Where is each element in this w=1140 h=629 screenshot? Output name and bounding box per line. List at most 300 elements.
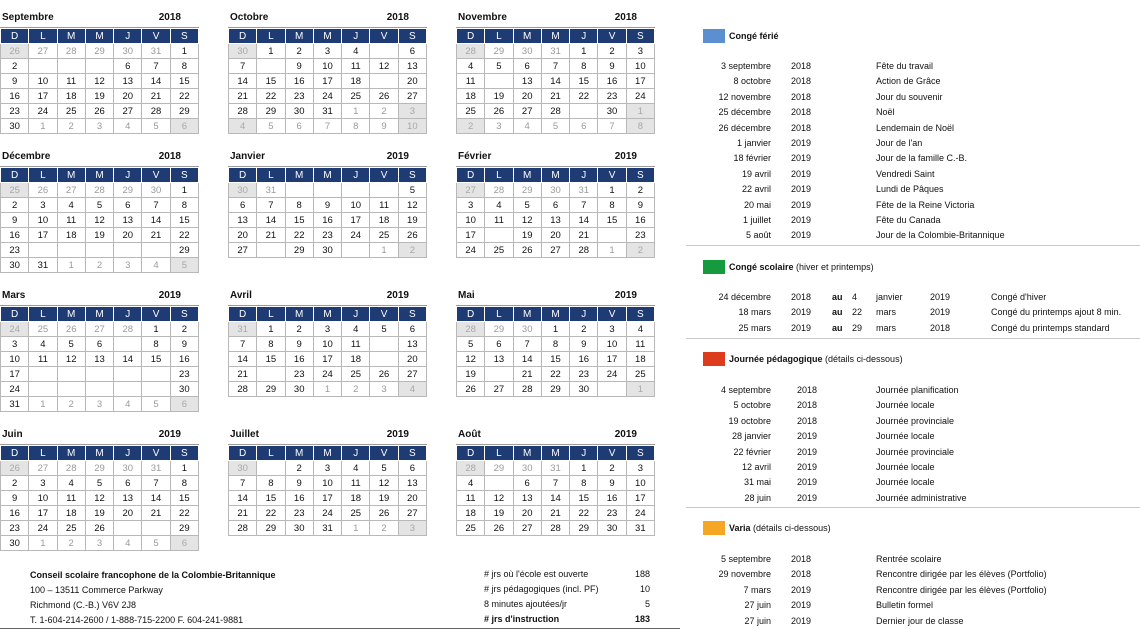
weekday-header: D bbox=[1, 168, 29, 183]
adjacent-day-cell: 30 bbox=[541, 183, 569, 198]
adjacent-day-cell: 28 bbox=[57, 461, 85, 476]
day-cell: 10 bbox=[1, 352, 29, 367]
legend-swatch-ferie bbox=[703, 29, 725, 43]
day-cell: 6 bbox=[398, 322, 426, 337]
day-cell: 11 bbox=[342, 59, 370, 74]
month-year: 2019 bbox=[158, 290, 181, 301]
legend-varia-cell: 5 septembre bbox=[720, 554, 771, 564]
day-cell: 3 bbox=[313, 461, 341, 476]
day-cell: 8 bbox=[541, 337, 569, 352]
day-cell: 24 bbox=[29, 243, 57, 258]
adjacent-day-cell: 5 bbox=[142, 119, 170, 134]
month-name: Janvier bbox=[230, 151, 266, 162]
day-cell: 22 bbox=[570, 89, 598, 104]
day-cell: 8 bbox=[142, 337, 170, 352]
day-cell: 24 bbox=[29, 521, 57, 536]
day-cell: 15 bbox=[598, 213, 626, 228]
adjacent-day-cell: 3 bbox=[85, 119, 113, 134]
day-cell: 16 bbox=[285, 352, 313, 367]
day-cell: 30 bbox=[285, 382, 313, 397]
day-cell: 14 bbox=[541, 491, 569, 506]
day-cell: 7 bbox=[229, 59, 257, 74]
day-cell: 25 bbox=[57, 243, 85, 258]
legend-scolaire-cell: 29 bbox=[852, 322, 863, 333]
legend-pedago-cell: 28 janvier bbox=[731, 431, 771, 442]
month-name: Avril bbox=[230, 290, 252, 301]
legend-scolaire-cell: 18 mars bbox=[738, 307, 771, 318]
weekday-header: M bbox=[57, 307, 85, 322]
day-cell: 31 bbox=[598, 382, 626, 397]
day-cell: 12 bbox=[370, 476, 398, 491]
weekday-header: M bbox=[541, 307, 569, 322]
day-cell: 1 bbox=[285, 183, 313, 198]
day-cell: 16 bbox=[626, 213, 654, 228]
day-cell: 6 bbox=[485, 337, 513, 352]
month-header bbox=[0, 288, 199, 306]
month-name: Février bbox=[458, 151, 492, 162]
weekday-header: S bbox=[626, 446, 654, 461]
day-cell: 5 bbox=[85, 59, 113, 74]
legend-scolaire-cell: mars bbox=[876, 307, 896, 318]
legend-ferie-cell: 3 septembre bbox=[720, 61, 771, 71]
legend-varia-cell: Dernier jour de classe bbox=[876, 615, 964, 626]
month-name: Novembre bbox=[458, 12, 507, 23]
month-name: Juin bbox=[2, 429, 23, 440]
day-cell: 7 bbox=[570, 198, 598, 213]
weekday-header: M bbox=[285, 168, 313, 183]
day-cell: 15 bbox=[570, 74, 598, 89]
day-cell: 4 bbox=[485, 198, 513, 213]
day-cell: 4 bbox=[457, 476, 485, 491]
day-cell: 15 bbox=[570, 491, 598, 506]
day-cell: 26 bbox=[85, 104, 113, 119]
adjacent-day-cell: 4 bbox=[114, 119, 142, 134]
adjacent-day-cell: 31 bbox=[142, 44, 170, 59]
day-cell: 1 bbox=[170, 44, 198, 59]
legend-ferie-cell: 2019 bbox=[791, 168, 812, 179]
day-cell: 2 bbox=[1, 198, 29, 213]
adjacent-day-cell: 26 bbox=[57, 322, 85, 337]
day-cell: 24 bbox=[598, 367, 626, 382]
day-cell: 4 bbox=[342, 44, 370, 59]
day-cell: 18 bbox=[342, 491, 370, 506]
legend-scolaire-cell: 2018 bbox=[791, 292, 812, 302]
day-cell: 22 bbox=[142, 367, 170, 382]
adjacent-day-cell: 31 bbox=[142, 461, 170, 476]
weekday-header: V bbox=[370, 446, 398, 461]
day-cell: 22 bbox=[257, 506, 285, 521]
adjacent-day-cell: 27 bbox=[457, 183, 485, 198]
day-cell: 8 bbox=[170, 198, 198, 213]
month-name: Mars bbox=[2, 290, 26, 301]
day-cell: 17 bbox=[342, 213, 370, 228]
weekday-header: J bbox=[114, 168, 142, 183]
weekday-header: L bbox=[257, 29, 285, 44]
day-cell: 9 bbox=[313, 198, 341, 213]
legend-varia-cell: 2019 bbox=[791, 600, 812, 611]
weekday-header: J bbox=[570, 168, 598, 183]
day-cell: 16 bbox=[570, 352, 598, 367]
weekday-header: L bbox=[29, 446, 57, 461]
day-cell: 9 bbox=[1, 491, 29, 506]
adjacent-day-cell: 1 bbox=[29, 536, 57, 551]
adjacent-day-cell: 26 bbox=[29, 183, 57, 198]
legend-title-ferie: Congé férié bbox=[729, 31, 779, 41]
adjacent-day-cell: 29 bbox=[114, 183, 142, 198]
month-year: 2019 bbox=[614, 151, 637, 162]
weekday-header: D bbox=[457, 29, 485, 44]
footer-address-line2: Richmond (C.-B.) V6V 2J8 bbox=[30, 600, 137, 610]
day-cell: 17 bbox=[313, 74, 341, 89]
day-cell: 28 bbox=[142, 243, 170, 258]
day-cell: 25 bbox=[57, 521, 85, 536]
day-cell: 25 bbox=[29, 382, 57, 397]
month-février bbox=[456, 149, 655, 258]
day-cell: 1 bbox=[142, 322, 170, 337]
adjacent-day-cell: 29 bbox=[485, 322, 513, 337]
day-cell: 9 bbox=[570, 337, 598, 352]
legend-ferie-cell: Jour de la Colombie-Britannique bbox=[876, 230, 1005, 241]
weekday-header: J bbox=[342, 307, 370, 322]
stat-value: 10 bbox=[639, 584, 650, 594]
legend-scolaire-cell: 25 mars bbox=[738, 322, 771, 333]
adjacent-day-cell: 3 bbox=[398, 521, 426, 536]
day-cell: 12 bbox=[370, 59, 398, 74]
day-cell: 6 bbox=[398, 44, 426, 59]
day-cell: 18 bbox=[57, 506, 85, 521]
weekday-header: M bbox=[541, 168, 569, 183]
day-cell: 30 bbox=[285, 104, 313, 119]
day-cell: 3 bbox=[29, 198, 57, 213]
day-cell: 12 bbox=[485, 74, 513, 89]
adjacent-day-cell: 25 bbox=[1, 183, 29, 198]
legend-varia-cell: Bulletin formel bbox=[876, 600, 934, 611]
weekday-header: S bbox=[626, 307, 654, 322]
weekday-header: J bbox=[114, 29, 142, 44]
day-cell: 11 bbox=[485, 213, 513, 228]
month-header bbox=[456, 427, 655, 445]
legend-pedago-cell: 2019 bbox=[797, 446, 818, 457]
weekday-header: L bbox=[485, 446, 513, 461]
day-cell: 6 bbox=[513, 476, 541, 491]
month-name: Octobre bbox=[230, 12, 269, 23]
day-cell: 9 bbox=[285, 337, 313, 352]
legend-pedago-cell: 5 octobre bbox=[733, 400, 771, 411]
adjacent-day-cell: 28 bbox=[485, 183, 513, 198]
day-cell: 8 bbox=[170, 476, 198, 491]
day-cell: 21 bbox=[142, 228, 170, 243]
legend-subtitle: (détails ci-dessous) bbox=[753, 523, 831, 533]
day-cell: 11 bbox=[57, 74, 85, 89]
day-cell: 17 bbox=[29, 228, 57, 243]
legend-scolaire-cell: 4 bbox=[852, 292, 858, 302]
legend-ferie-cell: 2018 bbox=[791, 122, 812, 133]
day-cell: 20 bbox=[229, 228, 257, 243]
day-cell: 19 bbox=[370, 74, 398, 89]
day-cell: 10 bbox=[626, 476, 654, 491]
divider bbox=[686, 338, 1140, 339]
day-cell: 25 bbox=[457, 104, 485, 119]
day-cell: 31 bbox=[313, 104, 341, 119]
day-cell: 26 bbox=[485, 521, 513, 536]
day-cell: 9 bbox=[285, 476, 313, 491]
legend-ferie-cell: 2018 bbox=[791, 91, 812, 102]
adjacent-day-cell: 28 bbox=[114, 322, 142, 337]
day-cell: 20 bbox=[513, 89, 541, 104]
adjacent-day-cell: 3 bbox=[85, 397, 113, 412]
day-cell: 13 bbox=[485, 352, 513, 367]
month-year: 2019 bbox=[386, 429, 409, 440]
legend-ferie-cell: 2018 bbox=[791, 107, 812, 118]
day-cell: 26 bbox=[370, 367, 398, 382]
legend-pedago-cell: Journée locale bbox=[876, 477, 935, 488]
day-cell: 18 bbox=[370, 213, 398, 228]
legend-ferie-cell: 25 décembre bbox=[718, 107, 771, 118]
day-cell: 13 bbox=[398, 337, 426, 352]
day-cell: 23 bbox=[626, 228, 654, 243]
weekday-header: V bbox=[142, 446, 170, 461]
day-cell: 7 bbox=[229, 476, 257, 491]
day-cell: 7 bbox=[541, 59, 569, 74]
day-cell: 13 bbox=[513, 491, 541, 506]
day-cell: 11 bbox=[457, 74, 485, 89]
day-cell: 22 bbox=[170, 89, 198, 104]
day-cell: 7 bbox=[229, 337, 257, 352]
day-cell: 25 bbox=[626, 367, 654, 382]
adjacent-day-cell: 30 bbox=[142, 183, 170, 198]
month-name: Septembre bbox=[2, 12, 54, 23]
month-header bbox=[228, 427, 427, 445]
day-cell: 16 bbox=[1, 228, 29, 243]
weekday-header: M bbox=[57, 446, 85, 461]
weekday-header: M bbox=[85, 446, 113, 461]
weekday-header: V bbox=[598, 446, 626, 461]
adjacent-day-cell: 2 bbox=[57, 119, 85, 134]
day-cell: 27 bbox=[513, 521, 541, 536]
day-cell: 30 bbox=[1, 119, 29, 134]
legend-ferie-cell: 2019 bbox=[791, 199, 812, 210]
day-cell: 26 bbox=[370, 89, 398, 104]
day-cell: 26 bbox=[457, 382, 485, 397]
adjacent-day-cell: 28 bbox=[457, 461, 485, 476]
adjacent-day-cell: 1 bbox=[626, 382, 654, 397]
day-cell: 13 bbox=[398, 59, 426, 74]
day-cell: 24 bbox=[313, 89, 341, 104]
day-cell: 14 bbox=[229, 491, 257, 506]
day-cell: 28 bbox=[257, 243, 285, 258]
day-cell: 15 bbox=[257, 491, 285, 506]
weekday-header: M bbox=[513, 446, 541, 461]
day-cell: 3 bbox=[598, 322, 626, 337]
day-cell: 27 bbox=[541, 243, 569, 258]
day-cell: 14 bbox=[142, 74, 170, 89]
legend-scolaire-cell: Congé du printemps standard bbox=[991, 322, 1110, 333]
month-avril bbox=[228, 288, 427, 397]
day-cell: 21 bbox=[257, 228, 285, 243]
month-year: 2018 bbox=[614, 12, 637, 23]
day-cell: 11 bbox=[29, 352, 57, 367]
month-mars bbox=[0, 288, 199, 412]
day-cell: 10 bbox=[313, 476, 341, 491]
day-cell: 22 bbox=[285, 228, 313, 243]
day-cell: 13 bbox=[85, 352, 113, 367]
adjacent-day-cell: 1 bbox=[598, 243, 626, 258]
day-cell: 10 bbox=[313, 59, 341, 74]
adjacent-day-cell: 25 bbox=[29, 322, 57, 337]
day-cell: 4 bbox=[370, 183, 398, 198]
day-cell: 19 bbox=[398, 213, 426, 228]
day-cell: 12 bbox=[85, 213, 113, 228]
adjacent-day-cell: 31 bbox=[541, 461, 569, 476]
day-cell: 11 bbox=[342, 337, 370, 352]
day-cell: 28 bbox=[229, 521, 257, 536]
legend-pedago-cell: 4 septembre bbox=[720, 385, 771, 395]
legend-ferie-cell: 2019 bbox=[791, 153, 812, 164]
day-cell: 17 bbox=[313, 491, 341, 506]
day-cell: 11 bbox=[626, 337, 654, 352]
day-cell: 8 bbox=[598, 198, 626, 213]
day-cell: 13 bbox=[513, 74, 541, 89]
legend-scolaire-cell: Congé d'hiver bbox=[991, 292, 1047, 302]
day-cell: 10 bbox=[626, 59, 654, 74]
day-cell: 23 bbox=[285, 89, 313, 104]
weekday-header: J bbox=[570, 307, 598, 322]
day-cell: 7 bbox=[541, 476, 569, 491]
legend-scolaire-cell: au bbox=[832, 292, 843, 302]
legend-ferie-cell: Noël bbox=[876, 107, 895, 118]
day-cell: 9 bbox=[598, 476, 626, 491]
weekday-header: J bbox=[342, 446, 370, 461]
day-cell: 13 bbox=[114, 74, 142, 89]
day-cell: 2 bbox=[170, 322, 198, 337]
day-cell: 4 bbox=[457, 59, 485, 74]
weekday-header: J bbox=[342, 29, 370, 44]
day-cell: 26 bbox=[485, 104, 513, 119]
legend-ferie-cell: 8 octobre bbox=[733, 76, 771, 87]
adjacent-day-cell: 3 bbox=[85, 536, 113, 551]
day-cell: 19 bbox=[85, 228, 113, 243]
day-cell: 29 bbox=[257, 521, 285, 536]
day-cell: 16 bbox=[313, 213, 341, 228]
adjacent-day-cell: 5 bbox=[257, 119, 285, 134]
day-cell: 24 bbox=[313, 367, 341, 382]
legend-ferie-cell: Fête de la Reine Victoria bbox=[876, 199, 975, 210]
weekday-header: M bbox=[541, 29, 569, 44]
weekday-header: M bbox=[57, 168, 85, 183]
legend-varia-cell: 27 juin bbox=[744, 600, 771, 611]
adjacent-day-cell: 2 bbox=[342, 382, 370, 397]
day-cell: 8 bbox=[285, 198, 313, 213]
adjacent-day-cell: 3 bbox=[485, 119, 513, 134]
day-cell: 21 bbox=[142, 89, 170, 104]
day-cell: 27 bbox=[513, 104, 541, 119]
adjacent-day-cell: 2 bbox=[57, 397, 85, 412]
legend-title-text: Journée pédagogique bbox=[729, 354, 823, 364]
weekday-header: V bbox=[598, 307, 626, 322]
weekday-header: M bbox=[57, 29, 85, 44]
adjacent-day-cell: 28 bbox=[85, 183, 113, 198]
day-cell: 31 bbox=[342, 243, 370, 258]
weekday-header: D bbox=[229, 446, 257, 461]
day-cell: 17 bbox=[457, 228, 485, 243]
weekday-header: S bbox=[398, 307, 426, 322]
legend-swatch-scolaire bbox=[703, 260, 725, 274]
day-cell: 29 bbox=[170, 104, 198, 119]
weekday-header: M bbox=[513, 29, 541, 44]
day-cell: 2 bbox=[285, 322, 313, 337]
day-cell: 9 bbox=[626, 198, 654, 213]
day-cell: 25 bbox=[57, 104, 85, 119]
month-header bbox=[228, 288, 427, 306]
day-cell: 26 bbox=[85, 521, 113, 536]
adjacent-day-cell: 2 bbox=[57, 536, 85, 551]
day-cell: 23 bbox=[1, 243, 29, 258]
adjacent-day-cell: 31 bbox=[570, 183, 598, 198]
legend-scolaire-cell: 2019 bbox=[930, 307, 951, 318]
day-cell: 6 bbox=[229, 198, 257, 213]
day-cell: 26 bbox=[370, 506, 398, 521]
day-cell: 21 bbox=[142, 506, 170, 521]
day-cell: 28 bbox=[229, 382, 257, 397]
weekday-header: M bbox=[513, 168, 541, 183]
footer-phone: T. 1-604-214-2600 / 1-888-715-2200 F. 604-241-9881 bbox=[30, 615, 244, 625]
day-cell: 9 bbox=[1, 74, 29, 89]
day-cell: 19 bbox=[57, 367, 85, 382]
day-cell: 11 bbox=[370, 198, 398, 213]
day-cell: 17 bbox=[626, 74, 654, 89]
day-cell: 15 bbox=[142, 352, 170, 367]
day-cell: 2 bbox=[1, 476, 29, 491]
day-cell: 23 bbox=[598, 89, 626, 104]
adjacent-day-cell: 27 bbox=[29, 44, 57, 59]
legend-ferie-cell: Lundi de Pâques bbox=[876, 184, 944, 195]
weekday-header: M bbox=[313, 307, 341, 322]
weekday-header: D bbox=[457, 446, 485, 461]
legend-scolaire-cell: janvier bbox=[876, 292, 903, 302]
day-cell: 6 bbox=[541, 198, 569, 213]
day-cell: 12 bbox=[57, 352, 85, 367]
legend-scolaire-cell: 22 bbox=[852, 307, 863, 318]
legend-pedago-cell: 28 juin bbox=[744, 492, 771, 503]
day-cell: 1 bbox=[170, 183, 198, 198]
adjacent-day-cell: 26 bbox=[1, 461, 29, 476]
month-name: Mai bbox=[458, 290, 475, 301]
adjacent-day-cell: 4 bbox=[114, 536, 142, 551]
day-cell: 16 bbox=[1, 506, 29, 521]
adjacent-day-cell: 5 bbox=[142, 536, 170, 551]
day-cell: 25 bbox=[342, 506, 370, 521]
adjacent-day-cell: 4 bbox=[229, 119, 257, 134]
legend-title-varia bbox=[729, 523, 831, 533]
adjacent-day-cell: 30 bbox=[114, 44, 142, 59]
weekday-header: M bbox=[285, 307, 313, 322]
day-cell: 23 bbox=[170, 367, 198, 382]
legend-pedago-cell: Journée provinciale bbox=[876, 415, 955, 426]
day-cell: 25 bbox=[485, 243, 513, 258]
day-cell: 21 bbox=[229, 367, 257, 382]
legend-varia-cell: 2018 bbox=[791, 554, 812, 564]
day-cell: 4 bbox=[626, 322, 654, 337]
day-cell: 4 bbox=[57, 59, 85, 74]
day-cell: 31 bbox=[626, 521, 654, 536]
day-cell: 20 bbox=[114, 506, 142, 521]
adjacent-day-cell: 9 bbox=[370, 119, 398, 134]
day-cell: 4 bbox=[342, 461, 370, 476]
day-cell: 22 bbox=[170, 506, 198, 521]
day-cell: 3 bbox=[626, 44, 654, 59]
adjacent-day-cell: 4 bbox=[142, 258, 170, 273]
day-cell: 13 bbox=[114, 491, 142, 506]
